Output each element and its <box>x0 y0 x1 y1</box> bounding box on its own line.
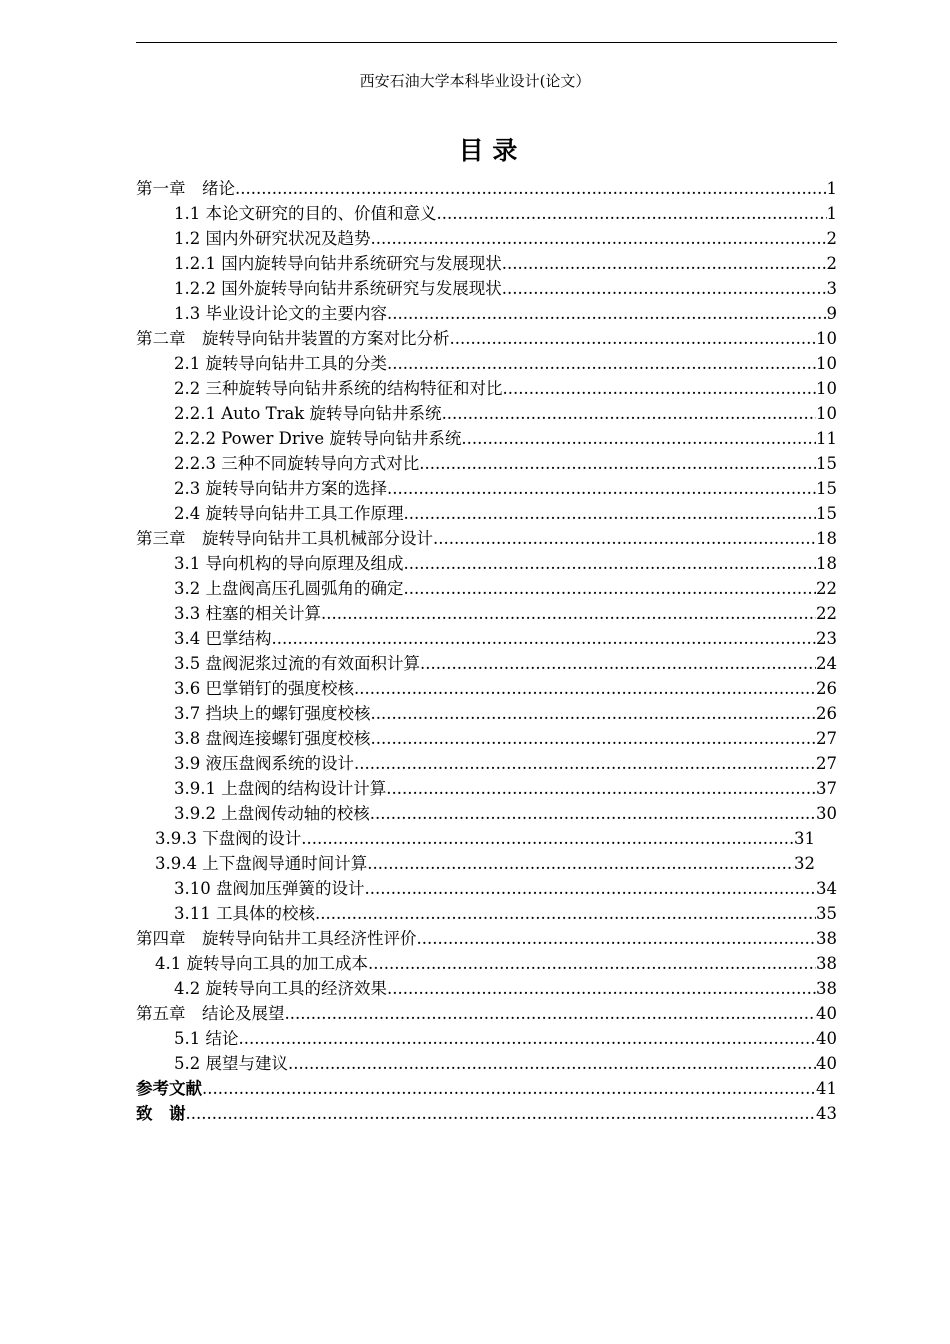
toc-entry[interactable] <box>174 750 837 775</box>
toc-entry[interactable] <box>174 275 837 300</box>
toc-leader <box>288 1053 816 1075</box>
toc-leader <box>354 753 816 775</box>
toc-entry[interactable] <box>136 525 837 550</box>
toc-entry-page: 43 <box>816 1104 837 1123</box>
toc-entry-page: 22 <box>816 604 837 623</box>
toc-entry-label: 1.3 毕业设计论文的主要内容 <box>174 304 387 323</box>
toc-entry-label: 5.2 展望与建议 <box>174 1054 288 1073</box>
toc-leader <box>202 1078 816 1100</box>
toc-entry-page: 41 <box>816 1079 837 1098</box>
toc-entry-page: 9 <box>826 304 837 323</box>
toc-entry-page: 30 <box>816 804 837 823</box>
toc-entry-page: 24 <box>816 654 837 673</box>
toc-entry-label: 第一章 绪论 <box>136 179 235 198</box>
toc-entry[interactable] <box>174 625 837 650</box>
toc-leader <box>364 878 816 900</box>
toc-entry-label: 2.2.2 Power Drive 旋转导向钻井系统 <box>174 429 462 448</box>
toc-entry-label: 3.11 工具体的校核 <box>174 904 315 923</box>
toc-entry[interactable] <box>174 550 837 575</box>
toc-entry[interactable] <box>174 425 837 450</box>
toc-entry[interactable] <box>174 700 837 725</box>
toc-entry-page: 38 <box>816 954 837 973</box>
toc-entry-page: 40 <box>816 1029 837 1048</box>
toc-entry-page: 34 <box>816 879 837 898</box>
toc-leader <box>419 453 816 475</box>
toc-leader <box>420 653 816 675</box>
toc-entry-page: 10 <box>816 379 837 398</box>
toc-entry-label: 3.1 导向机构的导向原理及组成 <box>174 554 404 573</box>
toc-entry[interactable] <box>174 875 837 900</box>
toc-entry[interactable] <box>136 175 837 200</box>
toc-entry-label: 3.8 盘阀连接螺钉强度校核 <box>174 729 371 748</box>
toc-leader <box>503 378 817 400</box>
toc-leader <box>417 928 817 950</box>
toc-leader <box>321 603 816 625</box>
toc-entry-page: 2 <box>826 229 837 248</box>
toc-entry-label: 3.9.4 上下盘阀导通时间计算 <box>155 854 368 873</box>
toc-entry-page: 38 <box>816 979 837 998</box>
toc-entry-page: 15 <box>816 454 837 473</box>
toc-leader <box>354 678 816 700</box>
toc-entry-label: 1.2.1 国内旋转导向钻井系统研究与发展现状 <box>174 254 502 273</box>
toc-entry[interactable] <box>174 600 837 625</box>
toc-entry[interactable] <box>174 225 837 250</box>
toc-entry-page: 22 <box>816 579 837 598</box>
toc-leader <box>433 528 816 550</box>
toc-leader <box>404 503 817 525</box>
toc-entry-label: 2.3 旋转导向钻井方案的选择 <box>174 479 387 498</box>
toc-leader <box>239 1028 817 1050</box>
toc-entry-page: 10 <box>816 404 837 423</box>
toc-entry-label: 3.6 巴掌销钉的强度校核 <box>174 679 354 698</box>
toc-entry-label: 3.5 盘阀泥浆过流的有效面积计算 <box>174 654 420 673</box>
toc-entry-label: 第三章 旋转导向钻井工具机械部分设计 <box>136 529 433 548</box>
toc-entry-label: 3.9 液压盘阀系统的设计 <box>174 754 354 773</box>
toc-entry-label: 2.2.3 三种不同旋转导向方式对比 <box>174 454 420 473</box>
toc-entry[interactable] <box>174 200 837 225</box>
toc-entry-label: 4.1 旋转导向工具的加工成本 <box>155 954 368 973</box>
toc-entry-page: 40 <box>816 1004 837 1023</box>
toc-entry[interactable] <box>136 1100 837 1125</box>
toc-entry-page: 15 <box>816 479 837 498</box>
header-rule <box>136 42 837 43</box>
toc-entry-page: 2 <box>826 254 837 273</box>
toc-entry[interactable] <box>155 825 815 850</box>
toc-entry-label: 第五章 结论及展望 <box>136 1004 285 1023</box>
toc-entry[interactable] <box>174 650 837 675</box>
toc-entry-label: 3.4 巴掌结构 <box>174 629 272 648</box>
toc-leader <box>387 303 827 325</box>
toc-entry-page: 10 <box>816 354 837 373</box>
running-header: 西安石油大学本科毕业设计(论文） <box>359 72 591 90</box>
toc-entry-label: 3.3 柱塞的相关计算 <box>174 604 321 623</box>
toc-entry-label: 第二章 旋转导向钻井装置的方案对比分析 <box>136 329 450 348</box>
toc-entry-label: 2.1 旋转导向钻井工具的分类 <box>174 354 387 373</box>
toc-entry-page: 32 <box>794 854 815 873</box>
toc-entry-label: 4.2 旋转导向工具的经济效果 <box>174 979 387 998</box>
toc-entry[interactable] <box>136 325 837 350</box>
toc-entry[interactable] <box>174 375 837 400</box>
toc-leader <box>272 628 817 650</box>
toc-entry-label: 3.7 挡块上的螺钉强度校核 <box>174 704 371 723</box>
toc-entry[interactable] <box>155 850 815 875</box>
toc-entry-page: 40 <box>816 1054 837 1073</box>
toc-leader <box>301 828 794 850</box>
toc-leader <box>437 203 827 225</box>
toc-entry[interactable] <box>174 250 837 275</box>
toc-entry[interactable] <box>174 1050 837 1075</box>
toc-leader <box>461 428 816 450</box>
toc-entry-page: 26 <box>816 704 837 723</box>
toc-entry[interactable] <box>174 675 837 700</box>
toc-leader <box>387 353 816 375</box>
toc-entry-page: 31 <box>794 829 815 848</box>
toc-entry-label: 1.1 本论文研究的目的、价值和意义 <box>174 204 437 223</box>
toc-entry-page: 38 <box>816 929 837 948</box>
toc-leader <box>387 478 816 500</box>
toc-entry-page: 10 <box>816 329 837 348</box>
toc-entry-page: 27 <box>816 729 837 748</box>
toc-entry-page: 27 <box>816 754 837 773</box>
toc-entry-label: 1.2 国内外研究状况及趋势 <box>174 229 371 248</box>
toc-entry[interactable] <box>174 450 837 475</box>
toc-leader <box>404 578 817 600</box>
toc-entry-page: 15 <box>816 504 837 523</box>
toc-entry[interactable] <box>174 725 837 750</box>
toc-leader <box>371 228 827 250</box>
toc-entry[interactable] <box>174 400 837 425</box>
toc-leader <box>186 1103 817 1125</box>
toc-leader <box>450 328 817 350</box>
toc-entry[interactable] <box>174 350 837 375</box>
toc-entry-label: 3.9.1 上盘阀的结构设计计算 <box>174 779 387 798</box>
toc-entry-label: 第四章 旋转导向钻井工具经济性评价 <box>136 929 417 948</box>
toc-leader <box>502 253 827 275</box>
toc-entry[interactable] <box>174 500 837 525</box>
toc-entry[interactable] <box>174 975 837 1000</box>
toc-leader <box>315 903 816 925</box>
toc-entry-label: 致 谢 <box>136 1104 186 1123</box>
toc-entry[interactable] <box>174 900 837 925</box>
toc-entry-page: 26 <box>816 679 837 698</box>
toc-leader <box>404 553 817 575</box>
toc-entry-label: 3.9.2 上盘阀传动轴的校核 <box>174 804 370 823</box>
toc-entry[interactable] <box>136 1075 837 1100</box>
toc-entry-label: 3.10 盘阀加压弹簧的设计 <box>174 879 365 898</box>
toc-leader <box>386 778 816 800</box>
toc-entry[interactable] <box>174 300 837 325</box>
toc-entry-label: 3.2 上盘阀高压孔圆弧角的确定 <box>174 579 404 598</box>
toc-leader <box>370 803 816 825</box>
toc-entry[interactable] <box>136 925 837 950</box>
toc-entry-page: 3 <box>826 279 837 298</box>
toc-leader <box>371 728 817 750</box>
toc-title: 目 录 <box>458 136 518 165</box>
toc-entry-label: 2.2 三种旋转导向钻井系统的结构特征和对比 <box>174 379 503 398</box>
toc-leader <box>371 703 817 725</box>
toc-leader <box>442 403 816 425</box>
toc-entry[interactable] <box>174 775 837 800</box>
toc-entry[interactable] <box>174 575 837 600</box>
toc-entry-label: 参考文献 <box>136 1079 202 1098</box>
toc-entry[interactable] <box>174 800 837 825</box>
toc-entry[interactable] <box>155 950 837 975</box>
toc-leader <box>285 1003 817 1025</box>
toc-entry-label: 1.2.2 国外旋转导向钻井系统研究与发展现状 <box>174 279 502 298</box>
toc-entry[interactable] <box>174 1025 837 1050</box>
toc-entry-label: 5.1 结论 <box>174 1029 239 1048</box>
toc-entry-page: 11 <box>816 429 837 448</box>
toc-entry-page: 37 <box>816 779 837 798</box>
toc-entry-page: 1 <box>826 179 837 198</box>
toc-entry-page: 18 <box>816 554 837 573</box>
toc-entry-page: 1 <box>826 204 837 223</box>
toc-entry[interactable] <box>174 475 837 500</box>
toc-leader <box>387 978 816 1000</box>
toc-entry-label: 2.4 旋转导向钻井工具工作原理 <box>174 504 404 523</box>
toc-entry-page: 18 <box>816 529 837 548</box>
toc-entry[interactable] <box>136 1000 837 1025</box>
toc-entry-page: 23 <box>816 629 837 648</box>
toc-leader <box>367 853 794 875</box>
toc-entry-page: 35 <box>816 904 837 923</box>
toc-leader <box>235 178 827 200</box>
toc-leader <box>368 953 816 975</box>
toc-entry-label: 3.9.3 下盘阀的设计 <box>155 829 302 848</box>
toc-entry-label: 2.2.1 Auto Trak 旋转导向钻井系统 <box>174 404 442 423</box>
toc-leader <box>502 278 827 300</box>
